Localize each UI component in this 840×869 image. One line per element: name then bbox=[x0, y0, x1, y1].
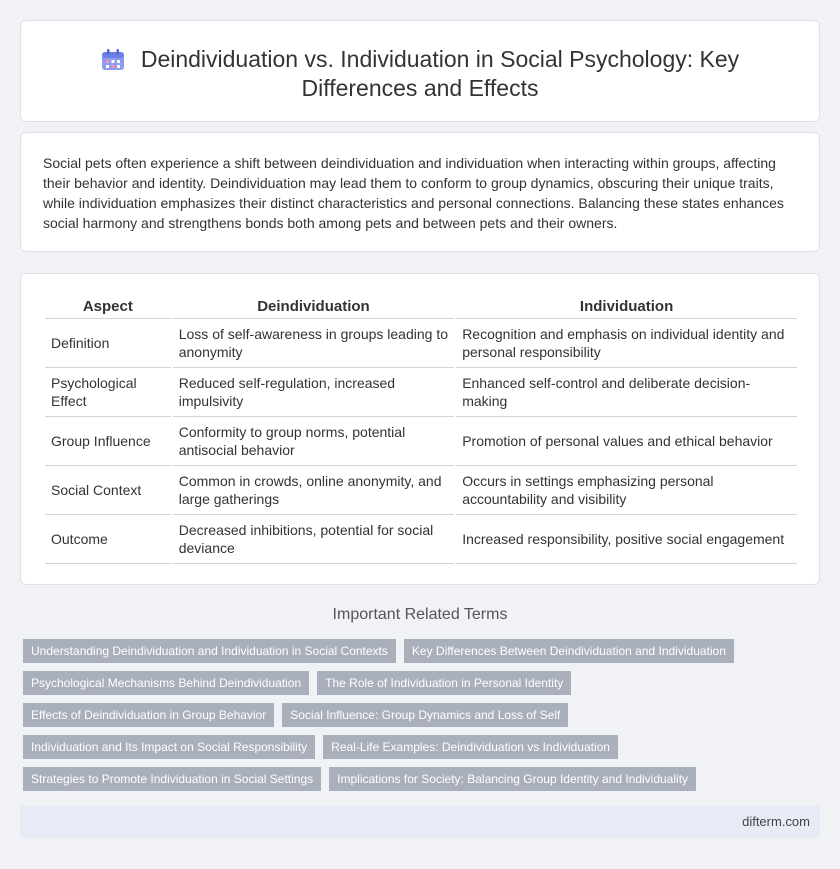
related-term-link[interactable]: The Role of Individuation in Personal Identity bbox=[317, 671, 571, 695]
tag-row bbox=[23, 639, 823, 663]
table-cell: Decreased inhibitions, potential for social deviance bbox=[173, 515, 454, 564]
table-cell: Outcome bbox=[45, 515, 171, 564]
table-cell: Common in crowds, online anonymity, and large gatherings bbox=[173, 466, 454, 515]
related-term-link[interactable]: Psychological Mechanisms Behind Deindividuation bbox=[23, 671, 309, 695]
related-term-link[interactable]: Real-Life Examples: Deindividuation vs Individuation bbox=[323, 735, 618, 759]
table-cell: Conformity to group norms, potential antisocial behavior bbox=[173, 417, 454, 466]
tag-row bbox=[23, 703, 823, 727]
table-row bbox=[45, 319, 797, 368]
header-card bbox=[20, 20, 820, 122]
table-cell: Reduced self-regulation, increased impulsivity bbox=[173, 368, 454, 417]
table-cell: Loss of self-awareness in groups leading to anonymity bbox=[173, 319, 454, 368]
tag-row bbox=[23, 671, 823, 695]
related-term-link[interactable]: Effects of Deindividuation in Group Behavior bbox=[23, 703, 274, 727]
table-row bbox=[45, 368, 797, 417]
table-cell: Enhanced self-control and deliberate decision-making bbox=[456, 368, 797, 417]
table-cell: Definition bbox=[45, 319, 171, 368]
calendar-grid-icon bbox=[101, 49, 125, 71]
page-title bbox=[81, 45, 759, 103]
table-header-row bbox=[45, 295, 797, 319]
related-terms-heading: Important Related Terms bbox=[332, 606, 508, 623]
title-wrap bbox=[81, 45, 759, 103]
table-cell: Group Influence bbox=[45, 417, 171, 466]
table-cell: Recognition and emphasis on individual identity and personal responsibility bbox=[456, 319, 797, 368]
related-term-link[interactable]: Implications for Society: Balancing Group Identity and Individuality bbox=[329, 767, 696, 791]
table-cell: Social Context bbox=[45, 466, 171, 515]
table-row bbox=[45, 417, 797, 466]
footer bbox=[20, 806, 820, 838]
related-term-link[interactable]: Understanding Deindividuation and Individuation in Social Contexts bbox=[23, 639, 396, 663]
tag-row bbox=[23, 735, 823, 759]
related-terms-list bbox=[23, 639, 823, 799]
table-cell: Occurs in settings emphasizing personal accountability and visibility bbox=[456, 466, 797, 515]
related-term-link[interactable]: Strategies to Promote Individuation in Social Settings bbox=[23, 767, 321, 791]
comparison-table bbox=[43, 295, 799, 564]
column-header: Deindividuation bbox=[173, 295, 454, 319]
table-cell: Psychological Effect bbox=[45, 368, 171, 417]
site-credit-link[interactable]: difterm.com bbox=[742, 814, 810, 829]
related-term-link[interactable]: Social Influence: Group Dynamics and Loss of Self bbox=[282, 703, 568, 727]
page-title-text: Deindividuation vs. Individuation in Social Psychology: Key Differences and Effects bbox=[140, 46, 740, 101]
column-header: Aspect bbox=[45, 295, 171, 319]
tag-row bbox=[23, 767, 823, 791]
comparison-card bbox=[20, 273, 820, 585]
column-header: Individuation bbox=[456, 295, 797, 319]
intro-card bbox=[20, 132, 820, 252]
table-row bbox=[45, 515, 797, 564]
related-term-link[interactable]: Individuation and Its Impact on Social Responsibility bbox=[23, 735, 315, 759]
table-row bbox=[45, 466, 797, 515]
related-term-link[interactable]: Key Differences Between Deindividuation and Individuation bbox=[404, 639, 734, 663]
table-cell: Increased responsibility, positive social engagement bbox=[456, 515, 797, 564]
table-cell: Promotion of personal values and ethical behavior bbox=[456, 417, 797, 466]
intro-paragraph: Social pets often experience a shift between deindividuation and individuation when interacting within groups, affecting their behavior and identity. Deindividuation may lead them to conform to group dynamics, obscuring their unique traits, while individuation emphasizes their distinct characteristics and personal connections. Balancing these states enhances social harmony and strengthens bonds both among pets and between pets and their owners. bbox=[43, 155, 784, 231]
